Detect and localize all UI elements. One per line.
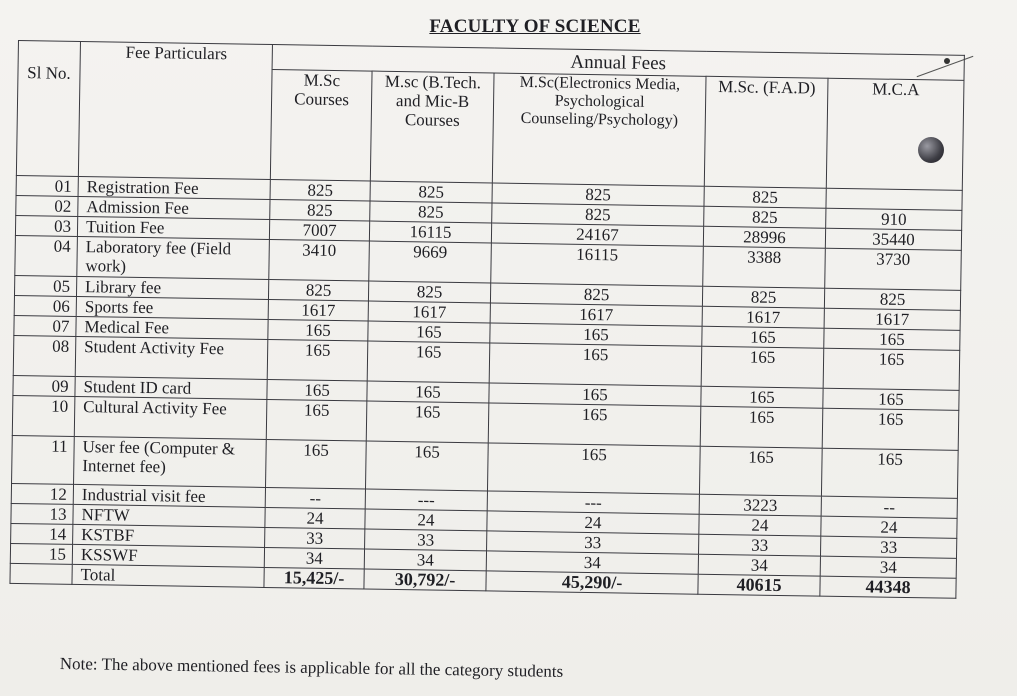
fee-value-cell: 24 xyxy=(365,509,487,531)
col-msc-electronics-psychology: M.Sc(Electronics Media, Psychological Counseling/Psychology) xyxy=(492,73,706,186)
sl-no-cell: 14 xyxy=(11,523,73,544)
total-sl-cell xyxy=(10,563,72,584)
fee-value-cell: 24 xyxy=(821,516,957,538)
fee-value-cell: 33 xyxy=(265,527,365,549)
fee-table xyxy=(9,40,964,599)
fee-value-cell: 1617 xyxy=(268,299,368,321)
fee-value-cell: 165 xyxy=(487,443,700,494)
fee-particular-cell: Registration Fee xyxy=(78,176,270,199)
fee-value-cell: 165 xyxy=(489,383,701,406)
fee-value-cell: 165 xyxy=(490,323,702,346)
fee-value-cell: 1617 xyxy=(702,306,824,328)
fee-value-cell: 165 xyxy=(489,343,702,386)
fee-value-cell: 165 xyxy=(268,319,368,341)
fee-value-cell: 16115 xyxy=(369,221,491,243)
sl-no-cell: 02 xyxy=(16,195,78,216)
total-value-cell: 44348 xyxy=(820,576,956,598)
fee-particular-cell: User fee (Computer & Internet fee) xyxy=(74,436,267,487)
fee-value-cell: -- xyxy=(821,496,957,518)
fee-table-wrapper xyxy=(9,40,964,599)
fee-value-cell: 825 xyxy=(270,179,370,201)
fee-value-cell: 825 xyxy=(492,183,704,206)
fee-value-cell: 825 xyxy=(704,186,826,208)
fee-value-cell: 34 xyxy=(486,551,698,574)
fee-particular-cell: Admission Fee xyxy=(78,196,270,219)
fee-particular-cell: Laboratory fee (Field work) xyxy=(77,236,270,279)
fee-value-cell: 33 xyxy=(487,531,699,554)
annual-fees-header: Annual Fees xyxy=(272,44,964,80)
sl-no-cell: 07 xyxy=(14,315,76,336)
fee-value-cell: 24 xyxy=(265,507,365,529)
fee-particular-cell: Student ID card xyxy=(75,376,267,399)
total-value-cell: 15,425/- xyxy=(264,567,364,589)
fee-value-cell: 165 xyxy=(365,441,488,491)
fee-value-cell: 33 xyxy=(365,529,487,551)
sl-no-cell: 03 xyxy=(15,215,77,236)
fee-particular-cell: Tuition Fee xyxy=(77,216,269,239)
total-label: Total xyxy=(72,564,264,587)
fee-particular-cell: Cultural Activity Fee xyxy=(74,396,267,439)
fee-value-cell: 825 xyxy=(370,201,492,223)
ink-blot xyxy=(918,137,944,163)
sl-no-header-text: Sl No. xyxy=(27,63,71,83)
fee-value-cell: 165 xyxy=(488,403,701,446)
fee-value-cell: -- xyxy=(265,487,365,509)
sl-no-cell: 10 xyxy=(12,395,75,436)
fee-value-cell: --- xyxy=(365,489,487,511)
sl-no-cell: 12 xyxy=(11,483,73,504)
sl-no-header xyxy=(16,41,80,177)
fee-value-cell: 3388 xyxy=(703,246,826,288)
fee-value-cell: 24 xyxy=(487,511,699,534)
fee-value-cell: 34 xyxy=(264,547,364,569)
fee-value-cell: 910 xyxy=(826,208,962,230)
fee-value-cell: 3223 xyxy=(699,494,821,516)
sl-no-cell: 01 xyxy=(16,175,78,196)
fee-value-cell: 33 xyxy=(820,536,956,558)
fee-value-cell xyxy=(826,188,962,210)
fee-value-cell: 165 xyxy=(701,346,824,388)
fee-value-cell: 165 xyxy=(366,401,489,443)
fee-value-cell: 825 xyxy=(824,288,960,310)
fee-particular-cell: NFTW xyxy=(73,504,265,527)
fee-value-cell: 165 xyxy=(822,408,959,450)
fee-value-cell: 33 xyxy=(699,534,821,556)
sl-no-cell: 09 xyxy=(13,375,75,396)
fee-particulars-header: Fee Particulars xyxy=(78,41,272,179)
fee-value-cell: 825 xyxy=(268,279,368,301)
fee-value-cell: 34 xyxy=(364,549,486,571)
col-msc-courses: M.Sc Courses xyxy=(270,69,372,181)
sl-no-cell: 05 xyxy=(14,275,76,296)
fee-value-cell: 165 xyxy=(823,348,960,390)
fee-value-cell: 825 xyxy=(702,286,824,308)
fee-value-cell: 825 xyxy=(492,203,704,226)
fee-value-cell: 16115 xyxy=(491,243,704,286)
fee-value-cell: 3730 xyxy=(825,248,962,290)
fee-particular-cell: Medical Fee xyxy=(76,316,268,339)
fee-value-cell: 165 xyxy=(367,381,489,403)
fee-value-cell: 9669 xyxy=(369,241,492,283)
fee-particular-cell: KSTBF xyxy=(73,524,265,547)
fee-particular-cell: Library fee xyxy=(76,276,268,299)
fee-value-cell: 825 xyxy=(368,281,490,303)
fee-particular-cell: Industrial visit fee xyxy=(73,484,265,507)
fee-value-cell: 165 xyxy=(267,339,368,381)
fee-value-cell: 825 xyxy=(270,199,370,221)
total-value-cell: 40615 xyxy=(698,574,820,596)
fee-value-cell: 165 xyxy=(702,326,824,348)
fee-value-cell: 165 xyxy=(823,388,959,410)
fee-value-cell: 24167 xyxy=(491,223,703,246)
col-mca: M.C.A xyxy=(826,78,964,190)
fee-value-cell: 165 xyxy=(699,446,822,496)
sl-no-cell: 06 xyxy=(14,295,76,316)
col-msc-btech-micb: M.sc (B.Tech. and Mic-B Courses xyxy=(370,71,494,183)
fee-value-cell: 28996 xyxy=(703,226,825,248)
fee-value-cell: 165 xyxy=(821,448,958,498)
fee-value-cell: 165 xyxy=(266,399,367,441)
fee-value-cell: 165 xyxy=(701,386,823,408)
fee-value-cell: 24 xyxy=(699,514,821,536)
fee-value-cell: 34 xyxy=(820,556,956,578)
fee-value-cell: 7007 xyxy=(269,219,369,241)
fee-value-cell: 165 xyxy=(700,406,823,448)
fee-value-cell: 165 xyxy=(367,341,490,383)
fee-value-cell: 825 xyxy=(490,283,702,306)
sl-no-cell: 08 xyxy=(13,335,76,376)
sl-no-cell: 11 xyxy=(12,435,75,484)
fee-value-cell: 165 xyxy=(266,439,367,489)
fee-value-cell: --- xyxy=(487,491,699,514)
fee-particular-cell: Student Activity Fee xyxy=(75,336,268,379)
footnote: Note: The above mentioned fees is applicable for all the category students xyxy=(59,654,564,681)
fee-value-cell: 825 xyxy=(704,206,826,228)
total-value-cell: 30,792/- xyxy=(364,569,486,591)
sl-no-cell: 13 xyxy=(11,503,73,524)
document-title: FACULTY OF SCIENCE xyxy=(429,16,641,37)
fee-value-cell: 165 xyxy=(368,321,490,343)
fee-value-cell: 34 xyxy=(698,554,820,576)
fee-value-cell: 165 xyxy=(824,328,960,350)
fee-value-cell: 825 xyxy=(370,181,492,203)
fee-value-cell: 165 xyxy=(267,379,367,401)
sl-no-cell: 04 xyxy=(15,235,78,276)
fee-particular-cell: KSSWF xyxy=(72,544,264,567)
fee-rows xyxy=(10,175,962,598)
fee-value-cell: 1617 xyxy=(368,301,490,323)
fee-value-cell: 1617 xyxy=(490,303,702,326)
total-value-cell: 45,290/- xyxy=(486,571,698,594)
fee-particular-cell: Sports fee xyxy=(76,296,268,319)
fee-value-cell: 35440 xyxy=(825,228,961,250)
fee-value-cell: 3410 xyxy=(269,239,370,281)
sl-no-cell: 15 xyxy=(10,543,72,564)
col-msc-fad: M.Sc. (F.A.D) xyxy=(704,76,828,188)
fee-value-cell: 1617 xyxy=(824,308,960,330)
